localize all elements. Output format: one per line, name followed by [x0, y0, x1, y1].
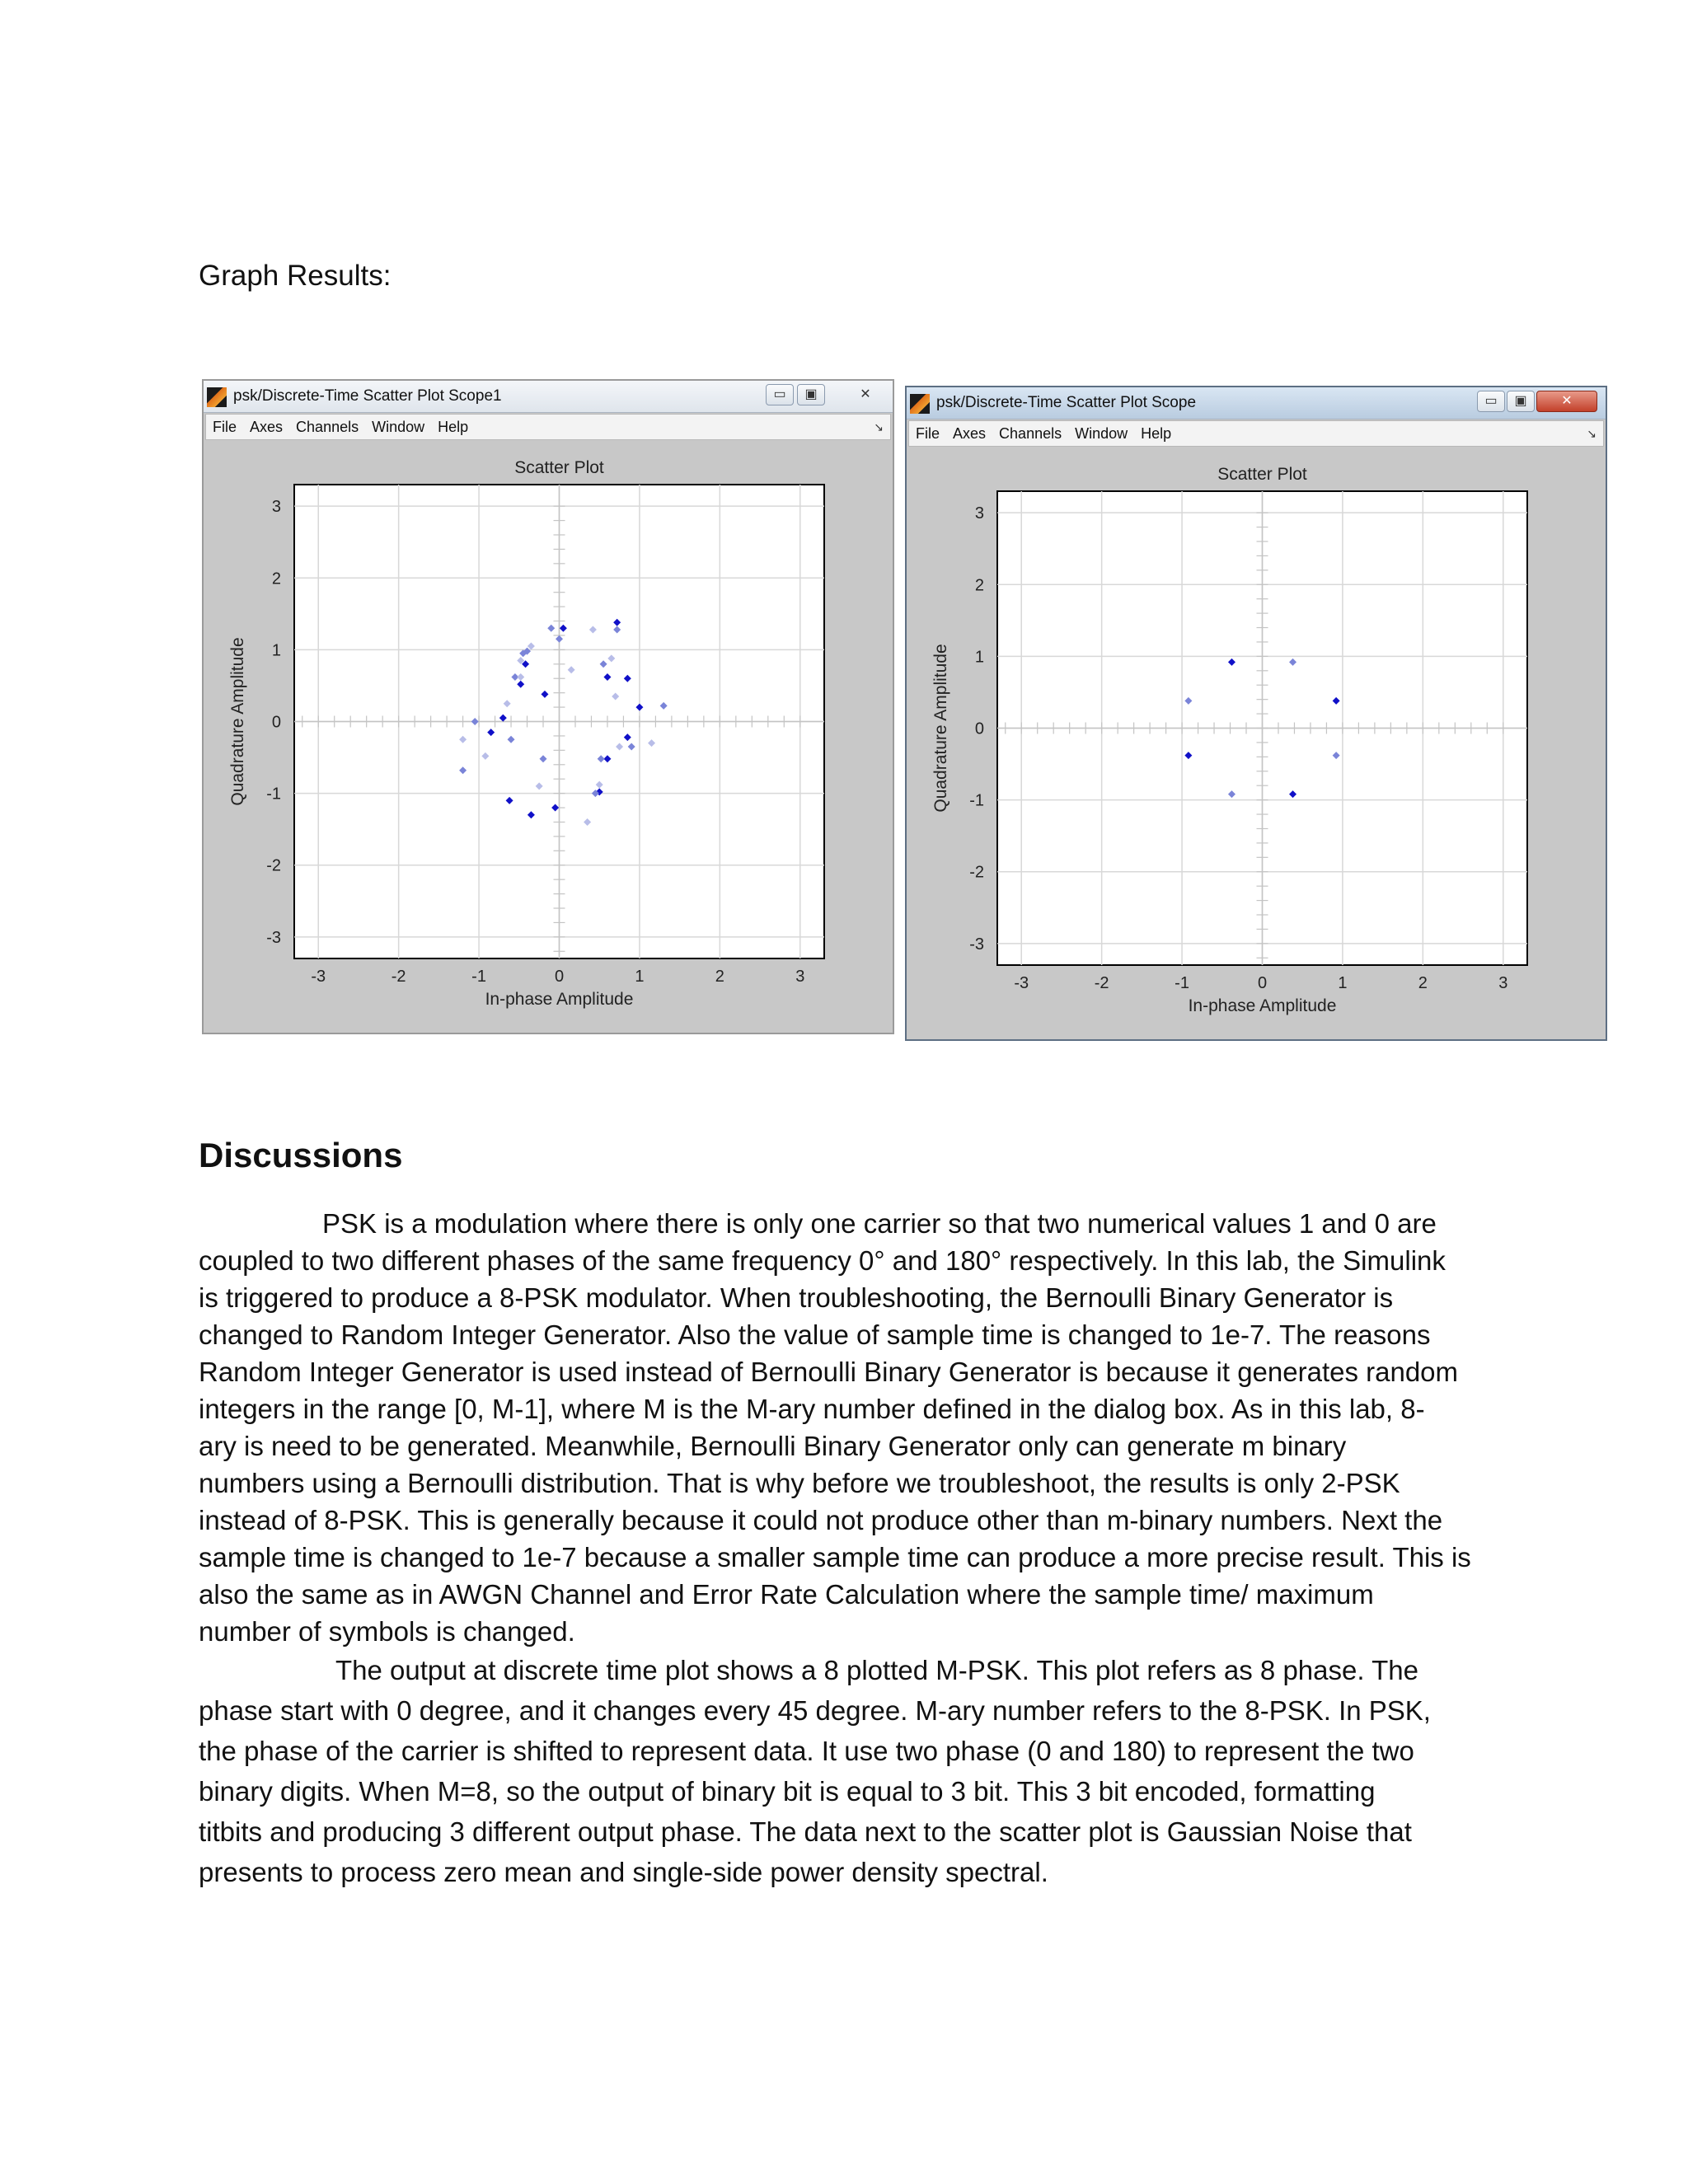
matlab-app-icon: [910, 394, 930, 414]
menu-file[interactable]: File: [916, 425, 940, 442]
y-tick-label: -1: [969, 791, 984, 810]
close-button[interactable]: ✕: [1536, 391, 1597, 412]
scatter-scope-window-2[interactable]: [905, 386, 1607, 1041]
menu-help[interactable]: Help: [1141, 425, 1172, 442]
y-tick-label: -1: [266, 785, 281, 804]
y-tick-label: -2: [969, 863, 984, 882]
menu-window[interactable]: Window: [1075, 425, 1128, 442]
text-line: numbers using a Bernoulli distribution. That is why before we troubleshoot, the results is only 2-PSK: [199, 1468, 1400, 1498]
text-line: is triggered to produce a 8-PSK modulator. When troubleshooting, the Bernoulli Binary Generator is: [199, 1282, 1394, 1313]
y-axis-label: Quadrature Amplitude: [228, 637, 247, 806]
maximize-button[interactable]: ▣: [1507, 391, 1535, 412]
y-tick-label: 2: [974, 576, 984, 595]
minimize-button[interactable]: ▭: [766, 384, 794, 405]
text-line: binary digits. When M=8, so the output of binary bit is equal to 3 bit. This 3 bit encoded, formatting: [199, 1776, 1376, 1807]
menu-window[interactable]: Window: [372, 419, 425, 435]
discussions-heading: Discussions: [199, 1136, 403, 1174]
graph-results-heading: Graph Results:: [199, 260, 392, 292]
x-tick-label: -2: [391, 968, 406, 986]
text-line: sample time is changed to 1e-7 because a smaller sample time can produce a more precise result. This is: [199, 1542, 1471, 1572]
text-line: instead of 8-PSK. This is generally because it could not produce other than m-binary numbers. Next the: [199, 1505, 1443, 1535]
y-tick-label: 0: [974, 719, 984, 738]
x-tick-label: -3: [1014, 974, 1029, 992]
x-tick-label: 0: [1257, 974, 1268, 992]
text-line: changed to Random Integer Generator. Also the value of sample time is changed to 1e-7. The reasons: [199, 1319, 1431, 1350]
text-line: Random Integer Generator is used instead of Bernoulli Binary Generator is because it generates random: [199, 1357, 1459, 1387]
x-tick-label: -1: [471, 968, 486, 986]
scatter-plot-1: [204, 442, 893, 1031]
text-line-content: The output at discrete time plot shows a 8 plotted M-PSK. This plot refers as 8 phase. The: [335, 1655, 1418, 1685]
text-line: also the same as in AWGN Channel and Error Rate Calculation where the sample time/ maximum: [199, 1579, 1374, 1610]
text-line: titbits and producing 3 different output phase. The data next to the scatter plot is Gaussian Noise that: [199, 1816, 1412, 1847]
y-tick-label: 3: [974, 504, 984, 523]
x-tick-label: -2: [1094, 974, 1109, 992]
plot-title: Scatter Plot: [514, 458, 604, 477]
discussion-paragraph-1: [199, 1205, 1493, 1650]
discussion-paragraph-2: [199, 1650, 1493, 1892]
x-tick-label: 1: [1338, 974, 1348, 992]
x-tick-label: 2: [1418, 974, 1428, 992]
window-titlebar[interactable]: [907, 387, 1606, 419]
window-title: psk/Discrete-Time Scatter Plot Scope: [936, 394, 1197, 411]
y-tick-label: 1: [271, 641, 281, 660]
text-line-content: PSK is a modulation where there is only one carrier so that two numerical values 1 and 0 are: [322, 1208, 1437, 1239]
x-tick-label: -3: [311, 968, 326, 986]
y-tick-label: 1: [974, 648, 984, 667]
menu-axes[interactable]: Axes: [250, 419, 284, 435]
y-axis-label: Quadrature Amplitude: [931, 644, 950, 813]
menu-axes[interactable]: Axes: [953, 425, 987, 442]
menu-channels[interactable]: Channels: [999, 425, 1062, 442]
x-tick-label: 2: [715, 968, 724, 986]
menu-bar: [908, 420, 1604, 447]
plot-title: Scatter Plot: [1217, 465, 1307, 484]
menu-channels[interactable]: Channels: [296, 419, 359, 435]
close-button[interactable]: ✕: [860, 387, 871, 401]
scatter-plot-2: [907, 448, 1606, 1038]
maximize-button[interactable]: ▣: [797, 384, 825, 405]
text-line: ary is need to be generated. Meanwhile, Bernoulli Binary Generator only can generate m binary: [199, 1431, 1347, 1461]
minimize-button[interactable]: ▭: [1477, 391, 1505, 412]
text-line: phase start with 0 degree, and it changes every 45 degree. M-ary number refers to the 8-PSK. In PSK,: [199, 1695, 1431, 1726]
x-tick-label: 3: [795, 968, 805, 986]
dock-arrow-icon[interactable]: ↘: [874, 420, 884, 434]
x-tick-label: 1: [635, 968, 645, 986]
menu-file[interactable]: File: [213, 419, 237, 435]
x-tick-label: 0: [554, 968, 565, 986]
menu-bar: [205, 414, 891, 440]
y-tick-label: -3: [969, 935, 984, 954]
window-title: psk/Discrete-Time Scatter Plot Scope1: [233, 387, 502, 405]
y-tick-label: -3: [266, 928, 281, 947]
window-titlebar[interactable]: [204, 381, 893, 413]
text-line: the phase of the carrier is shifted to represent data. It use two phase (0 and 180) to represent the two: [199, 1736, 1414, 1766]
text-line: presents to process zero mean and single-side power density spectral.: [199, 1857, 1048, 1887]
menu-help[interactable]: Help: [438, 419, 469, 435]
x-tick-label: -1: [1175, 974, 1189, 992]
y-tick-label: 2: [271, 569, 281, 588]
text-line: [199, 1205, 1493, 1242]
y-tick-label: -2: [266, 856, 281, 875]
matlab-app-icon: [207, 387, 227, 407]
text-line: integers in the range [0, M-1], where M is the M-ary number defined in the dialog box. As in this lab, 8-: [199, 1394, 1425, 1424]
x-axis-label: In-phase Amplitude: [485, 990, 634, 1009]
dock-arrow-icon[interactable]: ↘: [1587, 427, 1597, 440]
y-tick-label: 0: [271, 713, 281, 732]
x-tick-label: 3: [1498, 974, 1508, 992]
text-line: coupled to two different phases of the same frequency 0° and 180° respectively. In this lab, the Simulink: [199, 1245, 1446, 1276]
y-tick-label: 3: [271, 498, 281, 517]
scatter-scope-window-1[interactable]: [202, 379, 894, 1034]
text-line: number of symbols is changed.: [199, 1616, 575, 1647]
text-line: [199, 1650, 1493, 1690]
x-axis-label: In-phase Amplitude: [1188, 996, 1337, 1015]
